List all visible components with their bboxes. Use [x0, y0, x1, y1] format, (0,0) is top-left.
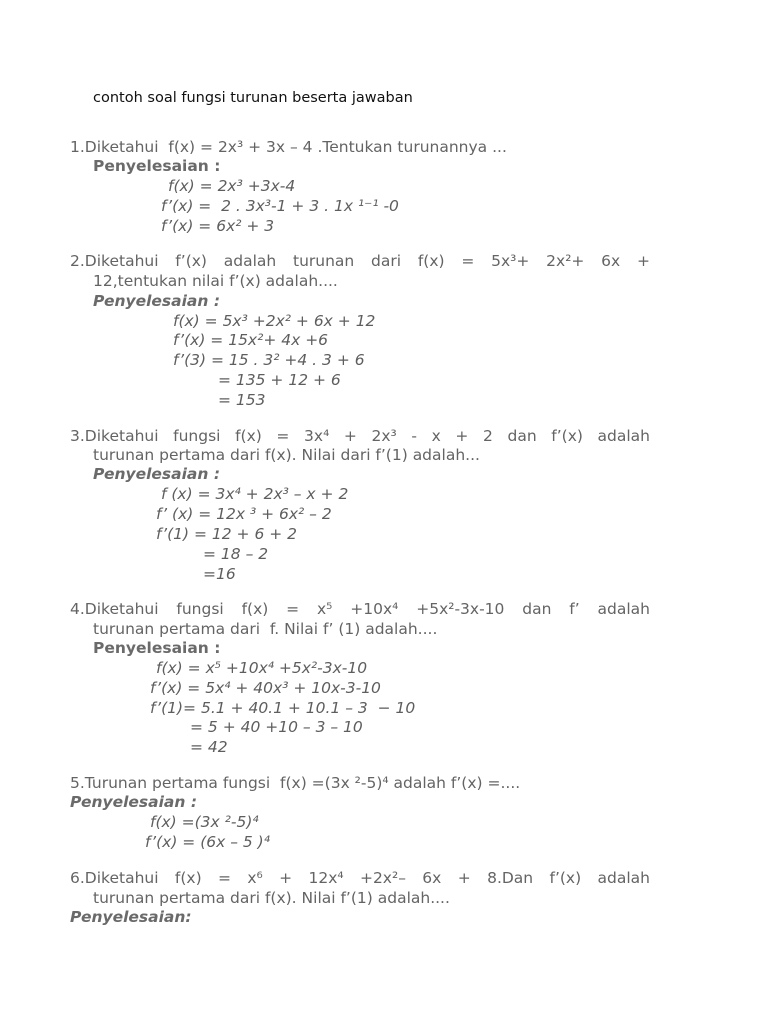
problem-6-solution-label: Penyelesaian:	[70, 908, 192, 926]
problem-5-question: 5.Turunan pertama fungsi f(x) =(3x ²-5)⁴ adalah f’(x) =....	[70, 774, 521, 792]
problem-3-step-5: =16	[203, 565, 236, 583]
problem-3-solution-label: Penyelesaian :	[93, 465, 221, 483]
problem-3-question-line-2: turunan pertama dari f(x). Nilai dari f’(1) adalah...	[93, 446, 480, 464]
problem-3-question-line-1: 3.Diketahui fungsi f(x) = 3x⁴ + 2x³ - x + 2 dan f’(x) adalah	[70, 427, 650, 445]
problem-4-question-line-1: 4.Diketahui fungsi f(x) = x⁵ +10x⁴ +5x²-3x-10 dan f’ adalah	[70, 600, 650, 618]
problem-4-solution-label: Penyelesaian :	[93, 639, 221, 657]
problem-3-step-3: f’(1) = 12 + 6 + 2	[156, 525, 298, 543]
problem-1-question: 1.Diketahui f(x) = 2x³ + 3x – 4 .Tentukan turunannya ...	[70, 138, 507, 156]
problem-1-solution-label: Penyelesaian :	[93, 157, 221, 175]
problem-4-step-2: f’(x) = 5x⁴ + 40x³ + 10x-3-10	[150, 679, 381, 697]
problem-2-step-4: = 135 + 12 + 6	[218, 371, 341, 389]
problem-6-question-line-2: turunan pertama dari f(x). Nilai f’(1) adalah....	[93, 889, 450, 907]
problem-1-step-1: f(x) = 2x³ +3x-4	[168, 177, 296, 195]
problem-1-step-3: f’(x) = 6x² + 3	[161, 217, 275, 235]
problem-2-solution-label: Penyelesaian :	[93, 292, 221, 310]
problem-4-step-5: = 42	[190, 738, 228, 756]
problem-3-step-1: f (x) = 3x⁴ + 2x³ – x + 2	[161, 485, 349, 503]
problem-3-step-2: f’ (x) = 12x ³ + 6x² – 2	[156, 505, 332, 523]
problem-5-step-2: f’(x) = (6x – 5 )⁴	[145, 833, 270, 851]
problem-5-step-1: f(x) =(3x ²-5)⁴	[150, 813, 259, 831]
problem-2-step-1: f(x) = 5x³ +2x² + 6x + 12	[173, 312, 376, 330]
problem-4-step-4: = 5 + 40 +10 – 3 – 10	[190, 718, 363, 736]
problem-4-step-1: f(x) = x⁵ +10x⁴ +5x²-3x-10	[156, 659, 368, 677]
problem-3-step-4: = 18 – 2	[203, 545, 269, 563]
problem-2-question-line-1: 2.Diketahui f’(x) adalah turunan dari f(x) = 5x³+ 2x²+ 6x +	[70, 252, 650, 270]
problem-4-question-line-2: turunan pertama dari f. Nilai f’ (1) adalah....	[93, 620, 438, 638]
problem-4-step-3: f’(1)= 5.1 + 40.1 + 10.1 – 3 − 10	[150, 699, 416, 717]
page-title: contoh soal fungsi turunan beserta jawaban	[93, 90, 413, 106]
problem-2-question-line-2: 12,tentukan nilai f’(x) adalah....	[93, 272, 338, 290]
problem-2-step-5: = 153	[218, 391, 266, 409]
problem-1-step-2: f’(x) = 2 . 3x³-1 + 3 . 1x ¹⁻¹ -0	[161, 197, 399, 215]
problem-2-step-2: f’(x) = 15x²+ 4x +6	[173, 331, 329, 349]
problem-6-question-line-1: 6.Diketahui f(x) = x⁶ + 12x⁴ +2x²– 6x + 8.Dan f’(x) adalah	[70, 869, 650, 887]
problem-5-solution-label: Penyelesaian :	[70, 793, 198, 811]
problem-2-step-3: f’(3) = 15 . 3² +4 . 3 + 6	[173, 351, 365, 369]
